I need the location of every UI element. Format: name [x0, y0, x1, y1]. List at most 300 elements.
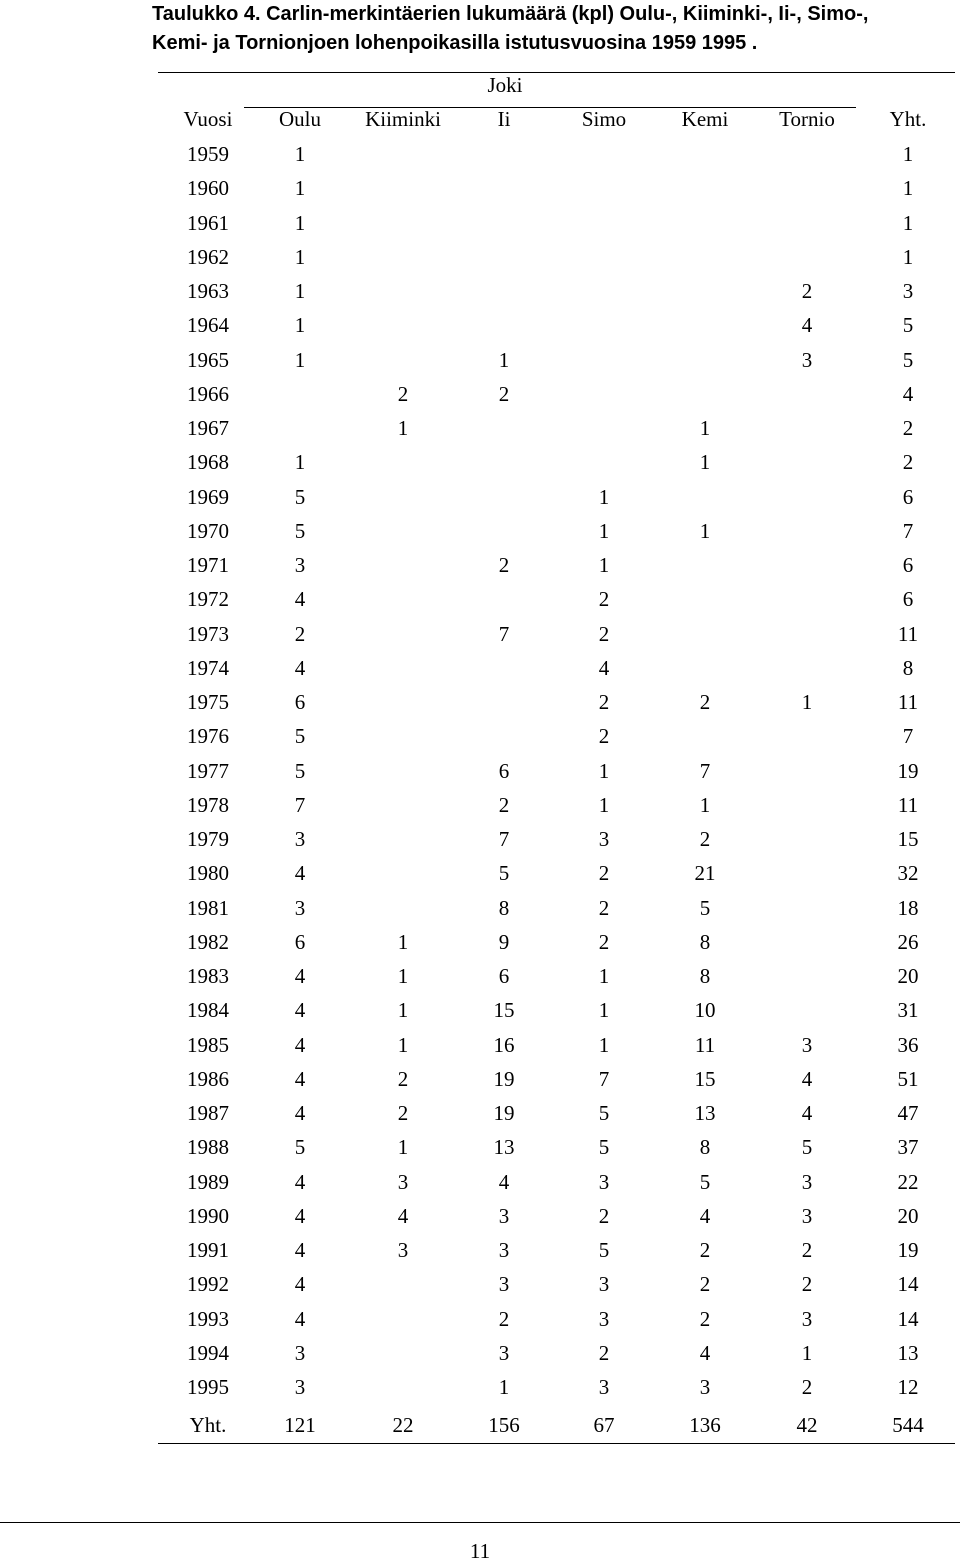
table-row-cell-2: 1	[397, 1032, 409, 1057]
table-row-cell-5: 2	[699, 690, 711, 714]
table-row-cell-7: 18	[897, 895, 919, 920]
table-row-cell-2: 3	[397, 1169, 409, 1194]
table-row-cell-3	[459, 651, 549, 685]
table-row-cell-5	[660, 719, 750, 753]
table-row-cell-2	[358, 822, 448, 856]
table-row-cell-0: 1993	[187, 1306, 229, 1331]
table-row-cell-6: 4	[801, 1101, 813, 1125]
table-row-cell-3	[459, 206, 549, 240]
header-row	[0, 102, 960, 136]
table-row-cell-0: 1987	[187, 1101, 229, 1125]
table-row-cell-7: 6	[902, 587, 914, 612]
table-row-cell-1: 4	[294, 1203, 306, 1228]
table-row-cell-6: 3	[801, 347, 813, 372]
table-row-cell-2: 1	[397, 416, 409, 440]
table-row-cell-2	[358, 1336, 448, 1370]
table-row-cell-6	[762, 548, 852, 582]
table-row-cell-7: 1	[902, 142, 914, 166]
table-row-cell-3: 3	[498, 1272, 510, 1297]
table-row-cell-3	[459, 411, 549, 445]
table-row-cell-2	[358, 856, 448, 890]
table-row-cell-7: 14	[897, 1272, 919, 1297]
table-row-cell-5: 10	[694, 998, 716, 1023]
table-row-cell-5: 13	[694, 1101, 716, 1125]
table-row-cell-5	[660, 377, 750, 411]
table-row	[0, 171, 960, 205]
table-row	[0, 685, 960, 719]
table-row-cell-1: 5	[294, 518, 306, 543]
table-row-cell-7: 11	[897, 621, 919, 646]
table-row-cell-0: 1980	[187, 861, 229, 886]
table-row-cell-4	[559, 445, 649, 479]
table-row-cell-7: 22	[897, 1169, 919, 1194]
table-row-cell-6	[762, 445, 852, 479]
table-row-cell-6	[762, 582, 852, 616]
table-row-cell-3: 2	[498, 381, 510, 406]
table-row-cell-6	[762, 411, 852, 445]
table-row	[0, 240, 960, 274]
table-row-cell-6	[762, 514, 852, 548]
table-row-cell-1: 4	[294, 587, 306, 612]
table-row-cell-4: 3	[598, 1375, 610, 1399]
table-row-cell-2	[358, 891, 448, 925]
table-row-cell-2	[358, 171, 448, 205]
table-row-cell-3	[459, 240, 549, 274]
table-row-cell-1: 4	[294, 1272, 306, 1297]
table-row-cell-7: 1	[902, 210, 914, 235]
table-row-cell-0: 1971	[187, 553, 229, 577]
table-row-cell-1: 1	[294, 450, 306, 475]
table-row	[0, 617, 960, 651]
table-row-cell-1: 3	[294, 1340, 306, 1365]
table-row-cell-6: 3	[801, 1203, 813, 1228]
table-row-cell-4: 2	[598, 621, 610, 646]
table-row-cell-6: 4	[801, 313, 813, 338]
table-row-cell-0: 1960	[187, 176, 229, 201]
table-row-cell-7: 5	[902, 347, 914, 372]
table-row-cell-3: 19	[493, 1066, 515, 1091]
table-row-cell-4	[559, 308, 649, 342]
totals-row	[0, 1408, 960, 1442]
table-row-cell-4: 3	[598, 1306, 610, 1331]
table-row-cell-5: 1	[699, 792, 711, 817]
table-row-cell-7: 3	[902, 279, 914, 303]
table-row-cell-7: 13	[897, 1340, 919, 1365]
table-row-cell-7: 7	[902, 724, 914, 749]
table-row-cell-0: 1974	[187, 655, 229, 680]
table-row	[0, 137, 960, 171]
totals-row-cell-4: 67	[593, 1413, 615, 1437]
table-row-cell-1: 4	[294, 1306, 306, 1331]
totals-row-cell-2: 22	[392, 1413, 414, 1437]
table-row-cell-5: 2	[699, 1272, 711, 1297]
table-row-cell-6: 2	[801, 1375, 813, 1399]
table-row-cell-6: 3	[801, 1306, 813, 1331]
table-row-cell-2: 3	[397, 1238, 409, 1262]
table-row	[0, 959, 960, 993]
table-row-cell-7: 2	[902, 450, 914, 475]
table-row-cell-3	[459, 582, 549, 616]
table-row-cell-6: 2	[801, 1238, 813, 1262]
table-row-cell-6	[762, 925, 852, 959]
table-row-cell-3	[459, 514, 549, 548]
table-row-cell-6	[762, 788, 852, 822]
table-row-cell-0: 1973	[187, 621, 229, 646]
table-row-cell-3: 3	[498, 1203, 510, 1228]
table-row-cell-0: 1990	[187, 1203, 229, 1228]
table-row-cell-3	[459, 274, 549, 308]
table-row-cell-2	[358, 274, 448, 308]
table-row-cell-3: 19	[493, 1101, 515, 1125]
table-row-cell-4: 2	[598, 690, 610, 714]
table-row	[0, 514, 960, 548]
table-row-cell-3: 2	[498, 1306, 510, 1331]
table-row-cell-7: 4	[902, 381, 914, 406]
table-row-cell-5: 8	[699, 929, 711, 954]
table-row-cell-3	[459, 445, 549, 479]
table-row-cell-2	[358, 240, 448, 274]
table-row-cell-6: 2	[801, 1272, 813, 1297]
table-row-cell-4	[559, 343, 649, 377]
header-row-cell-5: Kemi	[681, 107, 729, 131]
table-row-cell-4: 2	[598, 895, 610, 920]
table-row-cell-6: 1	[801, 690, 813, 714]
table-row-cell-5: 1	[699, 518, 711, 543]
table-row-cell-2	[358, 514, 448, 548]
table-row-cell-4	[559, 206, 649, 240]
table-row-cell-6	[762, 206, 852, 240]
table-row-cell-2	[358, 480, 448, 514]
table-row-cell-0: 1979	[187, 827, 229, 851]
table-row-cell-1: 4	[294, 1066, 306, 1091]
table-row-cell-2	[358, 788, 448, 822]
table-row-cell-3	[459, 308, 549, 342]
totals-row-cell-5: 136	[689, 1413, 721, 1437]
table-caption	[152, 0, 952, 58]
table-row-cell-3: 6	[498, 758, 510, 783]
totals-row-cell-1: 121	[284, 1413, 316, 1437]
table-row-cell-3: 1	[498, 347, 510, 372]
header-row-cell-7: Yht.	[889, 107, 927, 131]
table-row	[0, 651, 960, 685]
table-row-cell-0: 1982	[187, 929, 229, 954]
table-row-cell-5: 5	[699, 895, 711, 920]
table-row-cell-7: 51	[897, 1066, 919, 1091]
table-row-cell-5	[660, 206, 750, 240]
table-row-cell-3: 2	[498, 792, 510, 817]
table-row	[0, 206, 960, 240]
table-row-cell-5	[660, 582, 750, 616]
table-row-cell-1: 2	[294, 621, 306, 646]
totals-row-cell-0: Yht.	[189, 1413, 227, 1437]
table-row-cell-0: 1995	[187, 1375, 229, 1399]
table-row-cell-0: 1976	[187, 724, 229, 749]
table-row-cell-1: 3	[294, 827, 306, 851]
table-row-cell-5: 2	[699, 1238, 711, 1262]
table-row-cell-5	[660, 308, 750, 342]
table-row-cell-7: 47	[897, 1101, 919, 1125]
table-row-cell-4: 2	[598, 724, 610, 749]
table-row-cell-5: 2	[699, 1306, 711, 1331]
table-row-cell-1	[255, 411, 345, 445]
table-row-cell-1: 3	[294, 1375, 306, 1399]
totals-row-cell-3: 156	[488, 1413, 520, 1437]
table-row-cell-3: 5	[498, 861, 510, 886]
table-row	[0, 377, 960, 411]
table-row-cell-6	[762, 617, 852, 651]
table-row-cell-3: 7	[498, 827, 510, 851]
table-row-cell-1: 7	[294, 792, 306, 817]
table-row-cell-6	[762, 651, 852, 685]
table-row-cell-0: 1978	[187, 792, 229, 817]
table-row-cell-4: 2	[598, 1340, 610, 1365]
table-row-cell-4: 1	[598, 792, 610, 817]
table-row-cell-2	[358, 343, 448, 377]
table-row-cell-4	[559, 274, 649, 308]
caption-line-2: Kemi- ja Tornionjoen lohenpoikasilla istutusvuosina 1959 1995 .	[152, 32, 758, 54]
table-row-cell-6	[762, 856, 852, 890]
table-row-cell-6: 4	[801, 1066, 813, 1091]
table-row-cell-1: 1	[294, 313, 306, 338]
table-row	[0, 445, 960, 479]
table-row	[0, 925, 960, 959]
table-row-cell-7: 11	[897, 792, 919, 817]
table-row-cell-0: 1963	[187, 279, 229, 303]
table-row	[0, 1302, 960, 1336]
table-row-cell-4: 1	[598, 484, 610, 509]
table-row-cell-6: 2	[801, 279, 813, 303]
table-row-cell-4	[559, 171, 649, 205]
table-row-cell-1: 4	[294, 655, 306, 680]
table-row-cell-5	[660, 480, 750, 514]
table-row-cell-1: 4	[294, 964, 306, 988]
group-header-joki: Joki	[487, 73, 523, 97]
table-row-cell-5	[660, 343, 750, 377]
table-row-cell-5: 8	[699, 1135, 711, 1160]
table-row-cell-3: 9	[498, 929, 510, 954]
table-row-cell-1: 3	[294, 553, 306, 577]
table-row-cell-7: 36	[897, 1032, 919, 1057]
table-row-cell-1: 6	[294, 690, 306, 714]
table-row-cell-6: 3	[801, 1032, 813, 1057]
table-row-cell-2	[358, 137, 448, 171]
table-row-cell-2	[358, 1370, 448, 1404]
table-row-cell-3: 16	[493, 1032, 515, 1057]
caption-line-1: Taulukko 4. Carlin-merkintäerien lukumäärä (kpl) Oulu-, Kiiminki-, Ii-, Simo-,	[152, 3, 869, 25]
table-row-cell-7: 20	[897, 964, 919, 988]
table-row	[0, 1370, 960, 1404]
table-row-cell-6	[762, 377, 852, 411]
table-row-cell-4: 1	[598, 1032, 610, 1057]
table-row-cell-1: 4	[294, 1101, 306, 1125]
table-row-cell-1	[255, 377, 345, 411]
table-row-cell-7: 11	[897, 690, 919, 714]
table-row-cell-5: 5	[699, 1169, 711, 1194]
table-row-cell-7: 14	[897, 1306, 919, 1331]
table-row-cell-0: 1968	[187, 450, 229, 475]
table-row-cell-5: 3	[699, 1375, 711, 1399]
table-row-cell-1: 5	[294, 724, 306, 749]
table-row-cell-2	[358, 1267, 448, 1301]
table-row-cell-2	[358, 617, 448, 651]
table-row-cell-7: 6	[902, 553, 914, 577]
table-row-cell-3	[459, 137, 549, 171]
table-row-cell-2	[358, 308, 448, 342]
table-row-cell-1: 1	[294, 347, 306, 372]
table-top-rule	[158, 72, 955, 73]
table-row-cell-0: 1992	[187, 1272, 229, 1297]
header-row-cell-6: Tornio	[779, 107, 835, 131]
table-row-cell-7: 8	[902, 655, 914, 680]
table-row	[0, 993, 960, 1027]
table-row-cell-0: 1965	[187, 347, 229, 372]
table-row-cell-4: 1	[598, 553, 610, 577]
table-row-cell-5: 21	[694, 861, 716, 886]
table-row-cell-0: 1983	[187, 964, 229, 988]
table-row-cell-3: 3	[498, 1340, 510, 1365]
table-row-cell-7: 19	[897, 758, 919, 783]
table-row-cell-6	[762, 240, 852, 274]
table-row-cell-5: 8	[699, 964, 711, 988]
table-row-cell-4: 1	[598, 964, 610, 988]
table-row-cell-5: 11	[694, 1032, 716, 1057]
table-row-cell-1: 3	[294, 895, 306, 920]
table-row-cell-1: 5	[294, 1135, 306, 1160]
table-row-cell-1: 1	[294, 244, 306, 269]
table-row-cell-1: 6	[294, 929, 306, 954]
table-row-cell-0: 1991	[187, 1238, 229, 1262]
table-row	[0, 1096, 960, 1130]
header-row-cell-0: Vuosi	[183, 107, 233, 131]
table-row-cell-4	[559, 411, 649, 445]
footer-rule	[0, 1522, 960, 1523]
table-row-cell-0: 1986	[187, 1066, 229, 1091]
table-row-cell-0: 1959	[187, 142, 229, 166]
table-row-cell-0: 1994	[187, 1340, 229, 1365]
table-row	[0, 411, 960, 445]
table-row-cell-2	[358, 206, 448, 240]
table-row-cell-0: 1981	[187, 895, 229, 920]
table-row-cell-6	[762, 993, 852, 1027]
table-row	[0, 891, 960, 925]
table-row-cell-0: 1961	[187, 210, 229, 235]
table-row-cell-2	[358, 582, 448, 616]
table-row	[0, 1028, 960, 1062]
totals-row-cell-7: 544	[892, 1413, 924, 1437]
table-row	[0, 754, 960, 788]
table-row-cell-1: 4	[294, 1169, 306, 1194]
table-row-cell-0: 1984	[187, 998, 229, 1023]
table-bottom-rule	[158, 1443, 955, 1444]
table-row-cell-6	[762, 171, 852, 205]
table-row-cell-1: 5	[294, 758, 306, 783]
table-row-cell-0: 1985	[187, 1032, 229, 1057]
table-row	[0, 1130, 960, 1164]
table-row-cell-6	[762, 822, 852, 856]
table-row-cell-3: 3	[498, 1238, 510, 1262]
table-row-cell-7: 32	[897, 861, 919, 886]
table-row-cell-6	[762, 754, 852, 788]
table-row	[0, 274, 960, 308]
table-row	[0, 480, 960, 514]
table-row-cell-7: 37	[897, 1135, 919, 1160]
table-row-cell-3: 15	[493, 998, 515, 1023]
table-row-cell-0: 1977	[187, 758, 229, 783]
table-row-cell-2: 4	[397, 1203, 409, 1228]
table-row-cell-6	[762, 480, 852, 514]
table-row-cell-0: 1972	[187, 587, 229, 612]
table-row-cell-7: 19	[897, 1238, 919, 1262]
table-row-cell-7: 31	[897, 998, 919, 1023]
table-row-cell-1: 4	[294, 998, 306, 1023]
table-row-cell-7: 2	[902, 416, 914, 440]
table-row-cell-0: 1967	[187, 416, 229, 440]
table-row-cell-0: 1966	[187, 381, 229, 406]
table-row	[0, 1336, 960, 1370]
table-row-cell-5: 4	[699, 1340, 711, 1365]
table-row-cell-1: 4	[294, 861, 306, 886]
table-row-cell-6	[762, 959, 852, 993]
table-row-cell-7: 7	[902, 518, 914, 543]
table-row-cell-3: 13	[493, 1135, 515, 1160]
table-row	[0, 1165, 960, 1199]
table-row-cell-1: 4	[294, 1032, 306, 1057]
table-row-cell-2	[358, 685, 448, 719]
table-row-cell-0: 1988	[187, 1135, 229, 1160]
table-row-cell-1: 1	[294, 142, 306, 166]
table-row-cell-5	[660, 240, 750, 274]
table-row-cell-1: 1	[294, 176, 306, 201]
table-row-cell-4	[559, 240, 649, 274]
table-row-cell-4	[559, 137, 649, 171]
table-row-cell-3	[459, 719, 549, 753]
table-row-cell-3: 7	[498, 621, 510, 646]
table-row-cell-5	[660, 617, 750, 651]
table-row-cell-2	[358, 754, 448, 788]
table-row-cell-3	[459, 480, 549, 514]
table-row-cell-2: 2	[397, 381, 409, 406]
table-row-cell-6	[762, 891, 852, 925]
table-row-cell-4: 3	[598, 827, 610, 851]
table-row-cell-2: 2	[397, 1101, 409, 1125]
table-row-cell-5	[660, 651, 750, 685]
table-row	[0, 548, 960, 582]
table-row-cell-6	[762, 137, 852, 171]
table-row-cell-7: 1	[902, 176, 914, 201]
table-row-cell-2: 2	[397, 1066, 409, 1091]
table-row-cell-2	[358, 1302, 448, 1336]
table-row-cell-0: 1962	[187, 244, 229, 269]
table-row-cell-2	[358, 719, 448, 753]
table-row-cell-6: 3	[801, 1169, 813, 1194]
table-row-cell-4	[559, 377, 649, 411]
table-row-cell-0: 1969	[187, 484, 229, 509]
table-row-cell-3: 2	[498, 553, 510, 577]
page-number: 11	[469, 1539, 491, 1563]
table-row	[0, 582, 960, 616]
table-row-cell-5: 1	[699, 450, 711, 475]
table-row-cell-4: 5	[598, 1238, 610, 1262]
table-row-cell-5: 2	[699, 827, 711, 851]
header-row-cell-3: Ii	[497, 107, 511, 131]
table-row-cell-4: 2	[598, 861, 610, 886]
table-row-cell-3: 4	[498, 1169, 510, 1194]
table-row-cell-6: 1	[801, 1340, 813, 1365]
table-row-cell-7: 6	[902, 484, 914, 509]
table-row-cell-0: 1970	[187, 518, 229, 543]
table-row-cell-2: 1	[397, 929, 409, 954]
table-row-cell-1: 5	[294, 484, 306, 509]
